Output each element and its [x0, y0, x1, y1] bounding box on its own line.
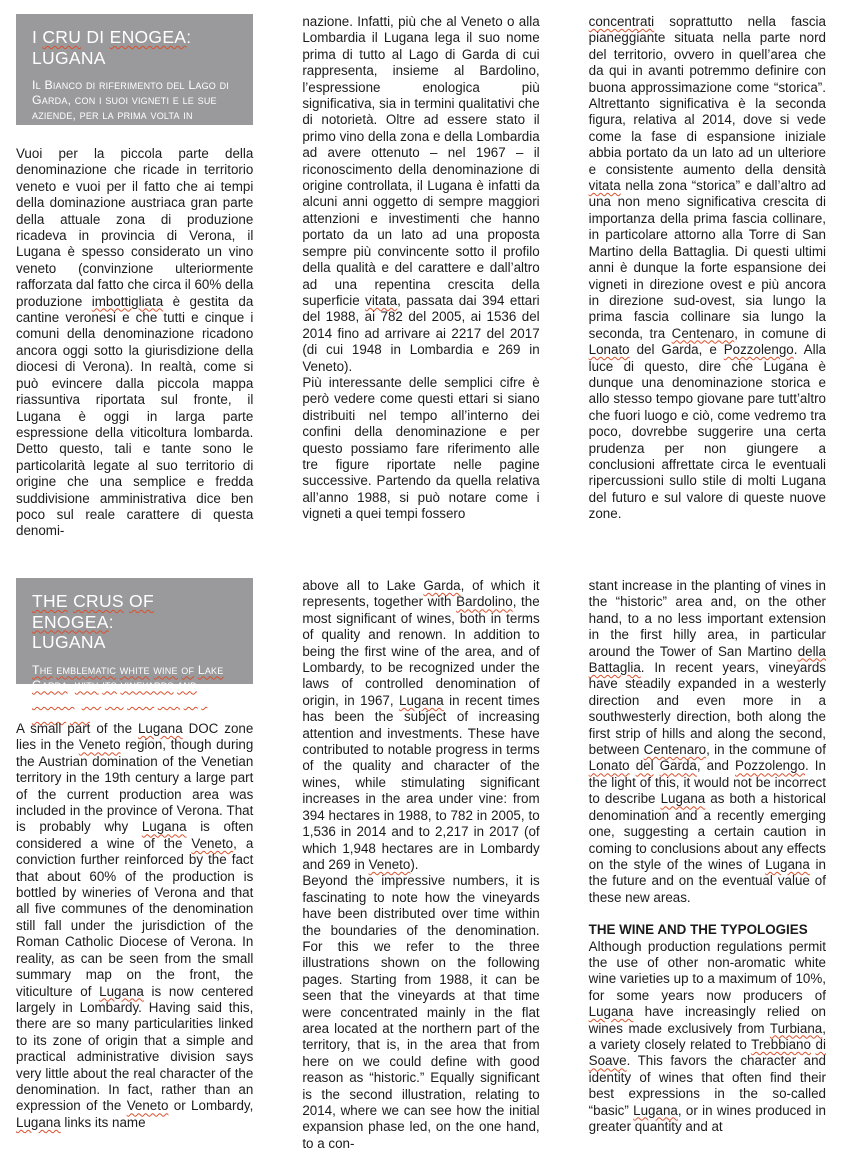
misspelled-word: della: [797, 643, 826, 659]
misspelled-word: time: [157, 692, 181, 707]
misspelled-word: concentrati: [588, 14, 655, 29]
misspelled-word: Centenaro: [643, 742, 707, 758]
english-box-subtitle: The emblematic white wine of Lake Garda, with its vineyards and cellars, for the first time on a single map.: [32, 662, 224, 723]
misspelled-word: di: [815, 1036, 826, 1052]
italian-title-box: [16, 14, 253, 138]
paragraph: A small part of the Lugana DOC zone lies in the Veneto region, though during the Austrian domination of the Venetian territory in the 19th century a large part of the current production area was included in the province of Verona. That is probably why Lugana is often considered a wine of the Veneto, a conviction further reinforced by the fact that about 60% of the production is bottled by wineries of Verona and that all five communes of the denomination still fall under the jurisdiction of the Roman Catholic Diocese of Verona. In reality, as can be seen from the small summary map on the front, the viticulture of Lugana is now centered largely in Lombardy. Having said this, there are so many particularities linked to its zone of origin that a simple and practical administrative division says very little about the real character of the denomination. In fact, rather than an expression of the Veneto or Lombardy, Lugana links its name: [16, 721, 254, 1130]
misspelled-word: Lugana: [399, 692, 444, 708]
misspelled-word: Garda: [659, 758, 697, 774]
misspelled-word: for: [81, 692, 102, 707]
english-box-title: [32, 591, 239, 653]
misspelled-word: with: [74, 677, 99, 692]
misspelled-word: del: [635, 758, 654, 774]
misspelled-word: OF: [129, 591, 154, 611]
misspelled-word: Lugana: [765, 856, 810, 872]
misspelled-word: on: [183, 692, 198, 707]
misspelled-word: Trebbiano: [751, 1036, 811, 1052]
misspelled-word: imbottigliata: [91, 293, 164, 309]
english-article-section: [16, 578, 826, 1152]
misspelled-word: Veneto: [78, 737, 121, 753]
misspelled-word: Lugana: [660, 791, 706, 807]
italian-column-1-text: [16, 146, 253, 540]
misspelled-word: Lugana: [99, 983, 144, 999]
italian-box-title-line2: LUGANA: [32, 47, 106, 68]
english-column-1-text: [16, 721, 253, 1131]
italian-column-1: [16, 14, 253, 540]
misspelled-word: THE: [32, 591, 68, 611]
misspelled-word: emblematic: [56, 662, 117, 677]
misspelled-word: Pozzolengo: [723, 342, 794, 358]
misspelled-word: Soave: [588, 1053, 627, 1069]
misspelled-word: Battaglia: [588, 660, 641, 676]
italian-column-2: [302, 14, 539, 540]
misspelled-word: Veneto: [191, 835, 234, 851]
paragraph: Beyond the impressive numbers, it is fascinating to note how the vineyards have been distributed over time within the boundaries of the denomination. For this we refer to the three illustrations shown on the following pages. Starting from 1988, it can be seen that the vineyards at that time were concentrated mainly in the flat area located at the northern part of the territory, that is, in the area that from here on we could define with good reason as “historic.” Equally significant is the second illustration, relating to 2014, where we can see how the initial expansion phase led, on the one hand, to a con-: [302, 873, 540, 1151]
paragraph: above all to Lake Garda, of which it represents, together with Bardolino, the most significant of wines, both in terms of quality and renown. In addition to being the first wine of the area, and of Lombardy, to be recognized under the laws of controlled denomination of origin, in 1967, Lugana in recent times has been the subject of increasing attention and investments. These have contributed to notable progress in terms of the quality and character of the wines, while stimulating significant increases in the area under vine: from 394 hectares in 1988, to 782 in 2005, to 1,536 in 2014 and to 2,217 in 2017 (of which 1,948 hectares are in Lombardy and 269 in Veneto).: [302, 578, 540, 872]
italian-box-title: [32, 27, 239, 68]
misspelled-word: Veneto: [126, 1098, 169, 1114]
misspelled-word: Centenaro: [671, 325, 735, 341]
misspelled-word: Lugana: [588, 1004, 634, 1020]
misspelled-word: and: [177, 677, 197, 692]
misspelled-word: Turbiana: [769, 1020, 823, 1036]
misspelled-word: Lonato: [588, 758, 630, 774]
misspelled-word: cellars: [32, 692, 75, 707]
english-column-3: [589, 578, 826, 1152]
misspelled-word: Lugana: [141, 819, 187, 835]
misspelled-word: single: [32, 708, 67, 723]
misspelled-word: of: [181, 662, 195, 677]
misspelled-word: wine: [153, 662, 178, 677]
misspelled-word: first: [127, 692, 155, 707]
misspelled-word: ENOGEA: [32, 611, 109, 632]
misspelled-word: Lugana: [16, 1114, 61, 1130]
misspelled-word: a: [201, 692, 208, 707]
paragraph: nazione. Infatti, più che al Veneto o alla Lombardia il Lugana lega il suo nome prima di tutto al Lago di Garda di cui rappresenta, insieme al Bardolino, l’espressione enologica più significativa, sia in termini qualitativi che di notorietà. Oltre ad essere stato il primo vino della zona e della Lombardia ad avere ottenuto – nel 1967 – il riconoscimento della denominazione di origine controllata, il Lugana è infatti da alcuni anni oggetto di sempre maggiori attenzioni e investimenti che hanno portato da un lato ad una proposta sempre più convincente sotto il profilo della qualità e del carattere e dall’altro ad una repentina crescita della superficie vitata, passata dai 394 ettari del 1988, ai 782 del 2005, ai 1536 del 2014 fino ad arrivare ai 2217 del 2017 (di cui 1948 in Lombardia e 269 in Veneto).: [302, 14, 540, 374]
misspelled-word: Bardolino: [456, 594, 513, 610]
english-column-1: [16, 578, 253, 1152]
english-column-2: [302, 578, 539, 1152]
misspelled-word: map: [69, 708, 90, 723]
misspelled-word: vitata: [588, 178, 621, 194]
misspelled-word: Lonato: [588, 342, 630, 358]
misspelled-word: vineyards: [120, 677, 174, 692]
misspelled-word: Garda: [423, 578, 461, 593]
english-box-title-line1: THE CRUS OF ENOGEA:: [32, 591, 154, 632]
paragraph: concentrati soprattutto nella fascia pianeggiante situata nella parte nord del territorio, ovvero in quell’area che da qui in avanti potremmo definire con buona approssimazione come “storica”. Altrettanto significativa è la seconda figura, relativa al 2014, dove si vede come la fase di espansione iniziale abbia portato da un lato ad un ulteriore e consistente aumento della densità vitata nella zona “storica” e dall’altro ad una non meno significativa crescita di importanza della prima fascia collinare, in particolare attorno alla Torre di San Martino della Battaglia. Di questi ultimi anni è dunque la forte espansione dei vigneti in direzione ovest e più ancora in direzione sud-ovest, sia lungo la prima fascia collinare sia lungo la seconda, tra Centenaro, in comune di Lonato del Garda, e Pozzolengo. Alla luce di questo, dire che Lugana è dunque una denominazione storica e allo stesso tempo giovane pare tutt’altro che fuori luogo e ciò, come vedremo tra poco, dovrebbe suggerire una certa prudenza per non giungere a conclusioni affrettate circa le eventuali ripercussioni sullo stile di molti Lugana del futuro e sul valore di queste nuove zone.: [588, 14, 826, 522]
misspelled-word: The: [32, 662, 53, 677]
paragraph: stant increase in the planting of vines in the “historic” area and, on the other hand, to a no less important extension in the first hilly area, in particular around the Tower of San Martino della Battaglia. In recent years, vineyards have steadily expanded in a westerly direction and even more in a southwesterly direction, both along the first strip of hills and along the second, between Centenaro, in the commune of Lonato del Garda, and Pozzolengo. In the light of this, it would not be incorrect to describe Lugana as both a historical denomination and a recently emerging one, suggesting a certain caution in coming to conclusions about any effects on the style of the wines of Lugana in the future and on the eventual value of these new areas.: [588, 578, 826, 905]
italian-article-section: [16, 14, 826, 540]
misspelled-word: Lugana: [633, 1102, 678, 1118]
english-title-box: [16, 578, 253, 723]
italian-column-3: [589, 14, 826, 540]
paragraph: Although production regulations permit the use of other non-aromatic white wine varieties up to a maximum of 10%, for some years now producers of Lugana have increasingly relied on wines made exclusively from Turbiana, a variety closely related to Trebbiano di Soave. This favors the character and identity of wines that often find their best expressions in the so-called “basic” Lugana, or in wines produced in greater quantity and at: [588, 938, 826, 1134]
misspelled-word: Lugana: [137, 721, 183, 736]
misspelled-word: CRUS: [73, 591, 124, 611]
misspelled-word: CRU: [42, 27, 82, 47]
misspelled-word: its: [102, 677, 117, 692]
section-heading: THE WINE AND THE TYPOLOGIES: [588, 922, 808, 938]
italian-box-subtitle: Il Bianco di riferimento del Lago di Garda, con i suoi vigneti e le sue aziende, per la prima volta in un’unica mappa.: [32, 78, 230, 138]
misspelled-word: ENOGEA: [109, 27, 187, 47]
english-box-title-line2: LUGANA: [32, 632, 106, 652]
misspelled-word: the: [104, 692, 124, 707]
misspelled-word: Pozzolengo: [735, 758, 806, 774]
paragraph: Più interessante delle semplici cifre è però vedere come questi ettari si siano distribuiti nel tempo all’interno dei confini della denominazione e per questo possiamo fare riferimento alle tre figure riportate nelle pagine successive. Partendo da quella relativa all’anno 1988, si può notare come i vigneti a quei tempi fossero: [302, 374, 540, 522]
misspelled-word: vitata: [365, 292, 398, 308]
paragraph: Vuoi per la piccola parte della denominazione che ricade in territorio veneto e vuoi per il fatto che ai tempi della dominazione austriaca gran parte della attuale zona di produzione ricadeva in provincia di Verona, il Lugana è spesso considerato un vino veneto (convinzione ulteriormente rafforzata dal fatto che circa il 60% della produzione imbottigliata è gestita da cantine veronesi e che tutti e cinque i comuni della denominazione ricadono ancora oggi sotto la giurisdizione della diocesi di Verona). In realtà, come si può evincere dalla piccola mappa riassuntiva riportata sul fronte, il Lugana è oggi in larga parte espressione della viticoltura lombarda. Detto questo, tali e tante sono le particolarità legate al suo territorio di origine che una semplice e fredda suddivisione amministrativa dice ben poco sul reale carattere di questa denomi-: [16, 146, 254, 539]
italian-box-title-line1: I CRU DI ENOGEA:: [32, 27, 192, 47]
misspelled-word: Veneto: [368, 856, 411, 872]
misspelled-word: white: [119, 662, 150, 677]
misspelled-word: Garda: [32, 677, 68, 692]
misspelled-word: Lake: [197, 662, 224, 677]
